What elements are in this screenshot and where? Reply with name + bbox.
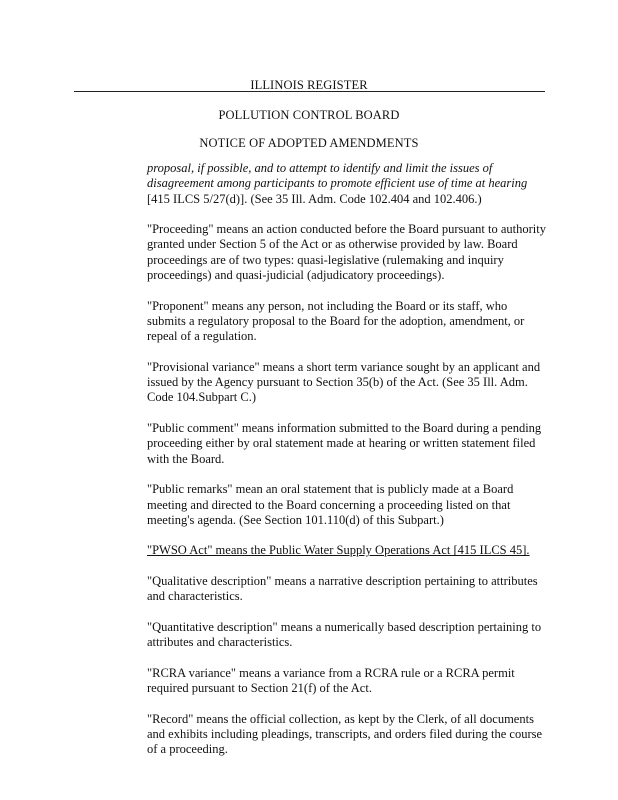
- definition-quantitative-description: "Quantitative description" means a numerically based description pertaining to attributes and characteristics.: [147, 619, 542, 650]
- definition-public-comment: "Public comment" means information submitted to the Board during a pending proceeding either by oral statement made at hearing or written statement filed with the Board.: [147, 421, 542, 466]
- agency-title: POLLUTION CONTROL BOARD: [218, 108, 400, 122]
- paragraph-continuation: [147, 161, 547, 207]
- definition-rcra-variance: "RCRA variance" means a variance from a RCRA rule or a RCRA permit required pursuant to Section 21(f) of the Act.: [147, 665, 515, 696]
- citation-text: [415 ILCS 5/27(d)]. (See 35 Ill. Adm. Code 102.404 and 102.406.): [147, 191, 482, 206]
- definition-qualitative-description: "Qualitative description" means a narrative description pertaining to attributes and characteristics.: [147, 574, 538, 604]
- italic-statute-text: proposal, if possible, and to attempt to identify and limit the issues of disagreement among participants to promote efficient use of time at hearing: [147, 161, 528, 191]
- header-rule: [74, 91, 545, 92]
- definition-provisional-variance: "Provisional variance" means a short term variance sought by an applicant and issued by the Agency pursuant to Section 35(b) of the Act. (See 35 Ill. Adm. Code 104.Subpart C.): [147, 359, 541, 405]
- document-body: [147, 161, 547, 773]
- notice-title: NOTICE OF ADOPTED AMENDMENTS: [199, 136, 419, 150]
- definition-proponent: "Proponent" means any person, not including the Board or its staff, who submits a regulatory proposal to the Board for the adoption, amendment, or repeal of a regulation.: [147, 298, 525, 344]
- definition-public-remarks: "Public remarks" mean an oral statement that is publicly made at a Board meeting and directed to the Board concerning a proceeding listed on that meeting's agenda. (See Section 101.110(d) of this Subpart.): [147, 482, 514, 527]
- register-title: ILLINOIS REGISTER: [250, 78, 368, 92]
- added-text-pwso-act: "PWSO Act" means the Public Water Supply Operations Act [415 ILCS 45].: [147, 543, 530, 558]
- definition-proceeding: "Proceeding" means an action conducted before the Board pursuant to authority granted under Section 5 of the Act or as otherwise provided by law. Board proceedings are of two types: quasi-legislative (rulemaking and inquiry proceedings) and quasi-judicial (adjudicatory proceedings).: [147, 222, 546, 283]
- definition-pwso-act: [147, 543, 547, 558]
- definition-record: "Record" means the official collection, as kept by the Clerk, of all documents and exhibits including pleadings, transcripts, and orders filed during the course of a proceeding.: [147, 711, 543, 757]
